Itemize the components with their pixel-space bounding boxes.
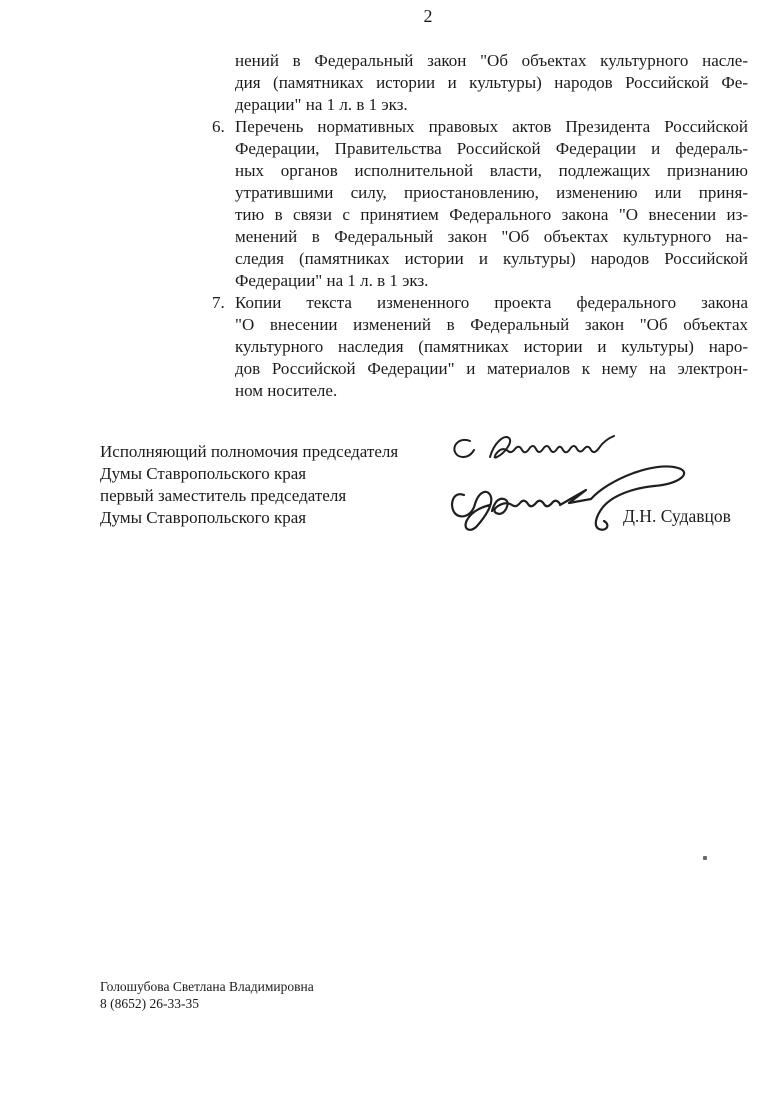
document-body (212, 50, 748, 402)
text-line: Копии текста измененного проекта федерального закона (235, 293, 748, 312)
handwritten-greeting (450, 428, 630, 470)
text-line: дия (памятниках истории и культуры) народов Российской Фе- (235, 73, 748, 92)
footer-executor-info (100, 978, 314, 1012)
text-line: Федерации, Правительства Российской Федерации и федераль- (235, 139, 748, 158)
position-title-line: Думы Ставропольского края (100, 508, 307, 527)
list-marker: 7. (212, 293, 225, 312)
text-line: ных органов исполнительной власти, подлежащих признанию (235, 161, 748, 180)
executor-name: Голошубова Светлана Владимировна (100, 979, 314, 994)
text-line: нений в Федеральный закон "Об объектах культурного насле- (235, 51, 748, 70)
position-title-line: Исполняющий полномочия председателя (100, 442, 399, 461)
text-line: утратившими силу, приостановлению, изменению или приня- (235, 183, 748, 202)
text-line: культурного наследия (памятниках истории и культуры) наро- (235, 337, 748, 356)
list-item-6 (212, 116, 748, 292)
signature-autograph (448, 455, 696, 543)
list-marker: 6. (212, 117, 225, 136)
text-line: Федерации" на 1 л. в 1 экз. (235, 271, 429, 290)
text-line: следия (памятниках истории и культуры) народов Российской (235, 249, 748, 268)
text-line: ном носителе. (235, 381, 338, 400)
signature-block (100, 441, 460, 529)
text-line: "О внесении изменений в Федеральный закон "Об объектах (235, 315, 748, 334)
position-title-line: первый заместитель председателя (100, 486, 347, 505)
text-line: менений в Федеральный закон "Об объектах культурного на- (235, 227, 748, 246)
scan-speck (703, 856, 707, 860)
paragraph-continuation (235, 50, 748, 116)
text-line: тию в связи с принятием Федерального закона "О внесении из- (235, 205, 748, 224)
position-title-line: Думы Ставропольского края (100, 464, 307, 483)
executor-phone: 8 (8652) 26-33-35 (100, 996, 199, 1011)
text-line: дов Российской Федерации" и материалов к нему на электрон- (235, 359, 748, 378)
list-item-7 (212, 292, 748, 402)
text-line: Перечень нормативных правовых актов Президента Российской (235, 117, 748, 136)
page-number: 2 (423, 6, 433, 26)
signatory-name: Д.Н. Судавцов (623, 506, 731, 526)
text-line: дерации" на 1 л. в 1 экз. (235, 95, 408, 114)
